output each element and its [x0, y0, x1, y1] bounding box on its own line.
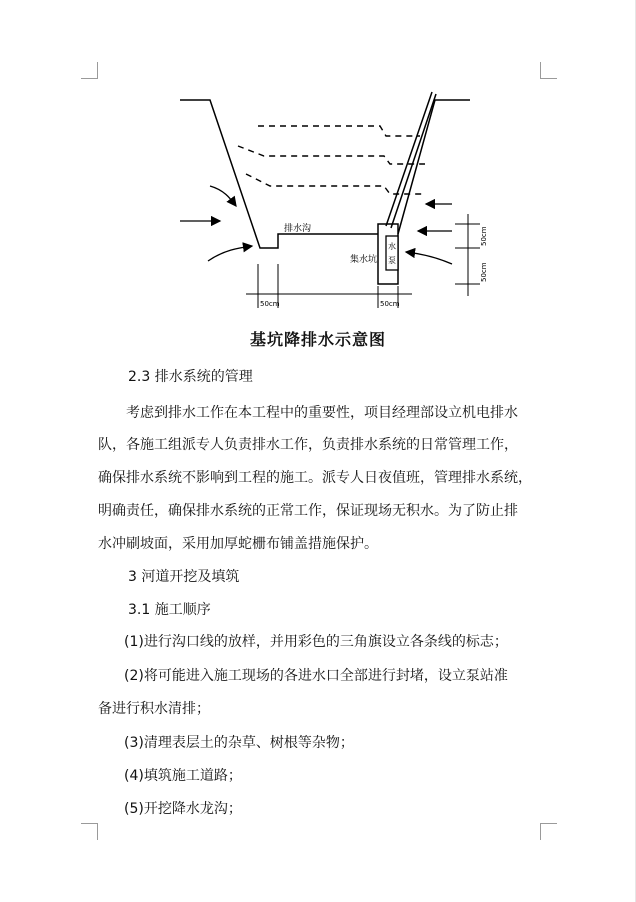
- list-item-3: (3)清理表层土的杂草、树根等杂物；: [124, 735, 354, 751]
- pipe-line-2: [391, 94, 436, 228]
- paragraph-line-1: 考虑到排水工作在本工程中的重要性，项目经理部设立机电排水: [98, 405, 518, 421]
- section-heading-3: 3 河道开挖及填筑: [128, 569, 240, 585]
- crop-mark-bottom-left: [81, 823, 98, 840]
- crop-mark-top-right: [540, 62, 557, 79]
- dim-label-bottom-right: 50cm: [380, 300, 400, 308]
- seepage-arrow-3: [208, 246, 252, 261]
- list-item-4: (4)填筑施工道路；: [124, 768, 242, 784]
- water-level-3: [246, 174, 422, 194]
- water-level-1: [258, 126, 420, 136]
- section-heading-3-1: 3.1 施工顺序: [128, 602, 211, 618]
- paragraph-line-5: 水冲刷坡面，采用加厚蛇栅布铺盖措施保护。: [98, 536, 378, 552]
- section-heading-2-3: 2.3 排水系统的管理: [128, 369, 253, 385]
- list-item-2-continued: 备进行积水清排；: [98, 701, 210, 717]
- seepage-arrow-1: [210, 186, 236, 206]
- diagram-caption: 基坑降排水示意图: [249, 330, 386, 349]
- pit-right-slope: [398, 100, 470, 234]
- seepage-arrow-6: [406, 252, 452, 264]
- dim-label-right-lower: 50cm: [480, 262, 488, 282]
- paragraph-line-2: 队，各施工组派专人负责排水工作，负责排水系统的日常管理工作，: [98, 437, 518, 453]
- list-item-5: (5)开挖降水龙沟；: [124, 801, 242, 817]
- pump-label-bottom: 泵: [388, 256, 396, 265]
- crop-mark-bottom-right: [540, 823, 557, 840]
- paragraph-line-3: 确保排水系统不影响到工程的施工。派专人日夜值班，管理排水系统，: [98, 470, 532, 486]
- sump-pit-label: 集水坑: [350, 255, 378, 265]
- water-level-2: [238, 146, 425, 164]
- paragraph-line-4: 明确责任，确保排水系统的正常工作，保证现场无积水。为了防止排: [98, 503, 518, 519]
- pit-dewatering-diagram: [180, 86, 500, 316]
- pipe-line: [386, 92, 432, 226]
- crop-mark-top-left: [81, 62, 98, 79]
- dim-label-bottom-left: 50cm: [260, 300, 280, 308]
- pump-label-top: 水: [388, 242, 396, 251]
- list-item-1: (1)进行沟口线的放样，并用彩色的三角旗设立各条线的标志；: [124, 634, 508, 650]
- dim-label-right-upper: 50cm: [480, 226, 488, 246]
- list-item-2: (2)将可能进入施工现场的各进水口全部进行封堵，设立泵站准: [124, 668, 508, 684]
- drain-ditch-label: 排水沟: [284, 224, 312, 234]
